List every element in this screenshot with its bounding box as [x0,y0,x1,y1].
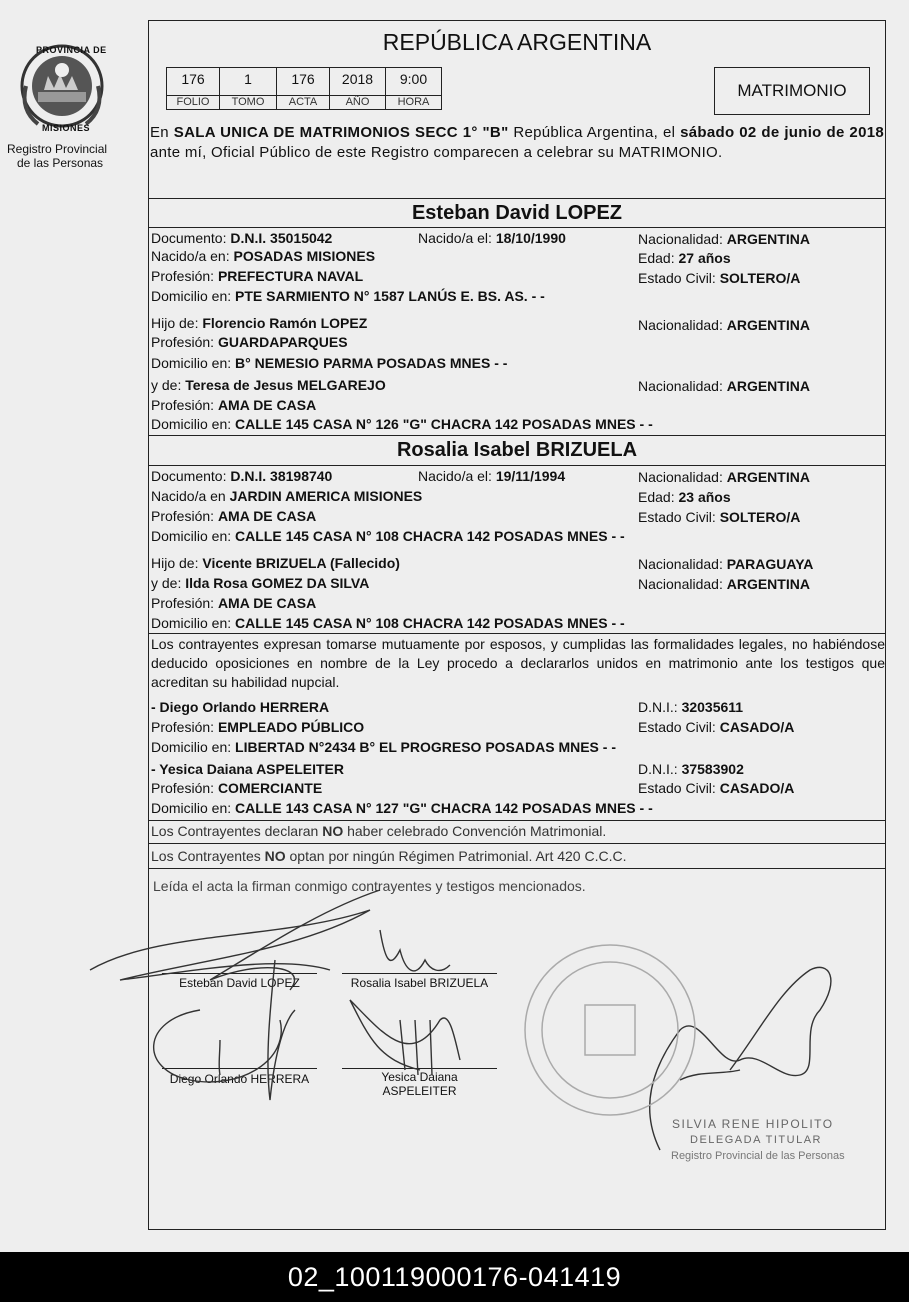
spouse2-prof: Profesión: AMA DE CASA [151,508,317,524]
acta-label: ACTA [276,95,330,110]
regime-statement: Los Contrayentes NO optan por ningún Régimen Patrimonial. Art 420 C.C.C. [151,848,627,864]
hora-value: 9:00 [385,67,442,96]
spouse2-father: Hijo de: Vicente BRIZUELA (Fallecido) [151,555,400,571]
spouse2-born: Nacido/a el: 19/11/1994 [418,468,566,484]
spouse1-prof: Profesión: PREFECTURA NAVAL [151,268,364,284]
convention-statement: Los Contrayentes declaran NO haber celebrado Convención Matrimonial. [151,823,607,839]
intro-paragraph: En SALA UNICA DE MATRIMONIOS SECC 1° "B" República Argentina, el sábado 02 de junio de 2018 ante mí, Oficial Público de este Registro comparecen a celebrar su MATRIMONIO. [150,124,884,161]
closing-statement: Leída el acta la firman conmigo contrayentes y testigos mencionados. [153,878,586,894]
witness1-civil: Estado Civil: CASADO/A [638,719,795,735]
signature-label-witness2-b: ASPELEITER [382,1084,457,1098]
spouse2-age: Edad: 23 años [638,489,731,505]
spouse1-age: Edad: 27 años [638,250,731,266]
spouse1-dom: Domicilio en: PTE SARMIENTO N° 1587 LANÚS E. BS. AS. - - [151,288,545,304]
spouse1-mother: y de: Teresa de Jesus MELGAREJO [151,377,386,393]
registry-caption-2: de las Personas [17,156,104,170]
spouse1-civil: Estado Civil: SOLTERO/A [638,270,801,286]
seal-arc-bottom: MISIONES [42,123,91,133]
spouse2-name: Rosalia Isabel BRIZUELA [396,439,638,461]
signature-label-spouse1: Esteban David LOPEZ [179,976,300,990]
witness2-dom: Domicilio en: CALLE 143 CASA N° 127 "G" CHACRA 142 POSADAS MNES - - [151,800,653,816]
province-seal [14,40,110,140]
act-type-box: MATRIMONIO [714,67,870,115]
folio-label: FOLIO [166,95,220,110]
spouse1-mother-dom: Domicilio en: CALLE 145 CASA N° 126 "G" CHACRA 142 POSADAS MNES - - [151,416,653,432]
seal-arc-top: PROVINCIA DE [36,45,107,55]
witness2-name: - Yesica Daiana ASPELEITER [151,761,344,777]
spouse2-mother-dom: Domicilio en: CALLE 145 CASA N° 108 CHACRA 142 POSADAS MNES - - [151,615,625,631]
stamp-line-2: DELEGADA TITULAR [690,1134,822,1146]
registry-caption-1: Registro Provincial [7,142,108,156]
stamp-line-3: Registro Provincial de las Personas [671,1150,845,1162]
tomo-value: 1 [219,67,277,96]
witness1-name: - Diego Orlando HERRERA [151,699,330,715]
spouse1-mother-nat: Nacionalidad: ARGENTINA [638,378,810,394]
spouse1-doc: Documento: D.N.I. 35015042 [151,230,333,246]
witness2-prof: Profesión: COMERCIANTE [151,780,323,796]
witness1-prof: Profesión: EMPLEADO PÚBLICO [151,719,365,735]
witness1-dni: D.N.I.: 32035611 [638,699,744,715]
ano-label: AÑO [329,95,386,110]
spouse1-name: Esteban David LOPEZ [411,202,623,224]
spouse2-dom: Domicilio en: CALLE 145 CASA N° 108 CHACRA 142 POSADAS MNES - - [151,528,625,544]
hora-label: HORA [385,95,442,110]
spouse1-nat: Nacionalidad: ARGENTINA [638,231,810,247]
signature-label-witness2-a: Yesica Daiana [381,1070,458,1084]
witness2-dni: D.N.I.: 37583902 [638,761,744,777]
spouse1-father-dom: Domicilio en: B° NEMESIO PARMA POSADAS MNES - - [151,355,508,371]
folio-value: 176 [166,67,220,96]
spouse2-mother-prof: Profesión: AMA DE CASA [151,595,317,611]
witness1-dom: Domicilio en: LIBERTAD N°2434 B° EL PROGRESO POSADAS MNES - - [151,739,616,755]
spouse1-born: Nacido/a el: 18/10/1990 [418,230,566,246]
declaration-paragraph: Los contrayentes expresan tomarse mutuamente por esposos, y cumplidas las formalidades legales, no habiéndose deducido oposiciones en nombre de la Ley procedo a declararlos unidos en matrimonio ante los testigos que acreditan su habilidad nupcial. [151,636,885,690]
acta-value: 176 [276,67,330,96]
signature-label-witness1: Diego Orlando HERRERA [169,1072,310,1086]
ano-value: 2018 [329,67,386,96]
spouse2-mother-nat: Nacionalidad: ARGENTINA [638,576,810,592]
spouse1-father-nat: Nacionalidad: ARGENTINA [638,317,810,333]
spouse1-father-prof: Profesión: GUARDAPARQUES [151,334,348,350]
spouse2-nat: Nacionalidad: ARGENTINA [638,469,810,485]
witness2-civil: Estado Civil: CASADO/A [638,780,795,796]
spouse2-father-nat: Nacionalidad: PARAGUAYA [638,556,814,572]
spouse1-birthplace: Nacido/a en: POSADAS MISIONES [151,248,376,264]
document-title: REPÚBLICA ARGENTINA [382,29,652,55]
spouse2-mother: y de: Ilda Rosa GOMEZ DA SILVA [151,575,370,591]
spouse2-doc: Documento: D.N.I. 38198740 [151,468,333,484]
spouse1-mother-prof: Profesión: AMA DE CASA [151,397,317,413]
signature-label-spouse2: Rosalia Isabel BRIZUELA [350,976,489,990]
tomo-label: TOMO [219,95,277,110]
spouse2-civil: Estado Civil: SOLTERO/A [638,509,801,525]
spouse1-father: Hijo de: Florencio Ramón LOPEZ [151,315,368,331]
footer-code: 02_100119000176-041419 [0,1252,909,1302]
spouse2-birthplace: Nacido/a en JARDIN AMERICA MISIONES [151,488,423,504]
stamp-line-1: SILVIA RENE HIPOLITO [672,1117,834,1131]
